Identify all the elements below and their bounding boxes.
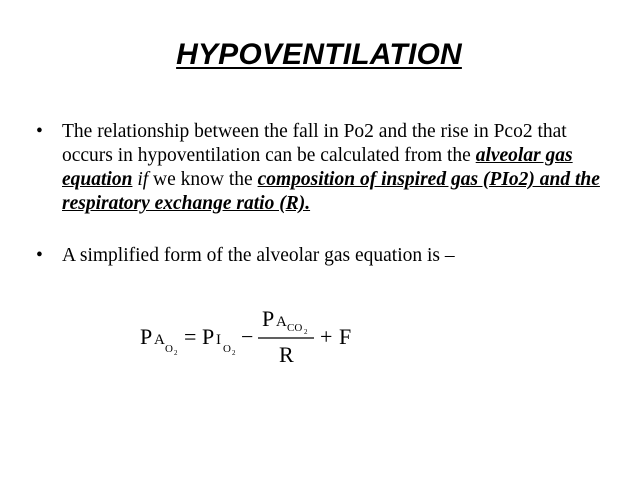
eq-lhs-A: A	[154, 332, 165, 348]
alveolar-gas-equation	[140, 300, 440, 380]
eq-pi-2: 2	[232, 349, 236, 357]
bullet-text-part: we know the	[153, 169, 253, 190]
bullet-item-2	[36, 244, 616, 268]
eq-den-R: R	[279, 342, 294, 367]
eq-num-P: P	[262, 306, 275, 331]
bullet-item-1	[36, 120, 616, 216]
bullet-text-1	[62, 120, 616, 216]
eq-pi-O: O	[223, 343, 231, 355]
bullet-text-part: The relationship between the fall in Po2 and the rise in Pco2 that occurs in hypoventilation can be calculated from the	[62, 121, 567, 166]
eq-lhs-O: O	[165, 343, 173, 355]
bullet-dot-icon: •	[36, 121, 43, 142]
eq-pi-I: I	[216, 332, 221, 348]
eq-lhs-2: 2	[174, 349, 178, 357]
eq-num-CO: CO	[287, 322, 303, 334]
word-if: if	[137, 169, 149, 190]
eq-num-A: A	[276, 314, 287, 330]
bullet-list	[36, 120, 616, 268]
emphasis-composition: composition of inspired gas (PIo2) and the respiratory exchange ratio (R).	[62, 169, 600, 214]
eq-F: F	[339, 324, 352, 349]
eq-equals: =	[184, 324, 197, 349]
emphasis-alveolar-gas-equation: alveolar gas equation	[62, 145, 573, 190]
eq-plus: +	[320, 324, 333, 349]
bullet-text-2: A simplified form of the alveolar gas equation is –	[62, 245, 455, 266]
eq-num-2: 2	[304, 328, 308, 336]
eq-lhs-P: P	[140, 324, 153, 349]
bullet-dot-icon: •	[36, 245, 43, 266]
eq-minus: −	[241, 324, 254, 349]
eq-pi-P: P	[202, 324, 215, 349]
slide-title: HYPOVENTILATION	[176, 38, 462, 71]
